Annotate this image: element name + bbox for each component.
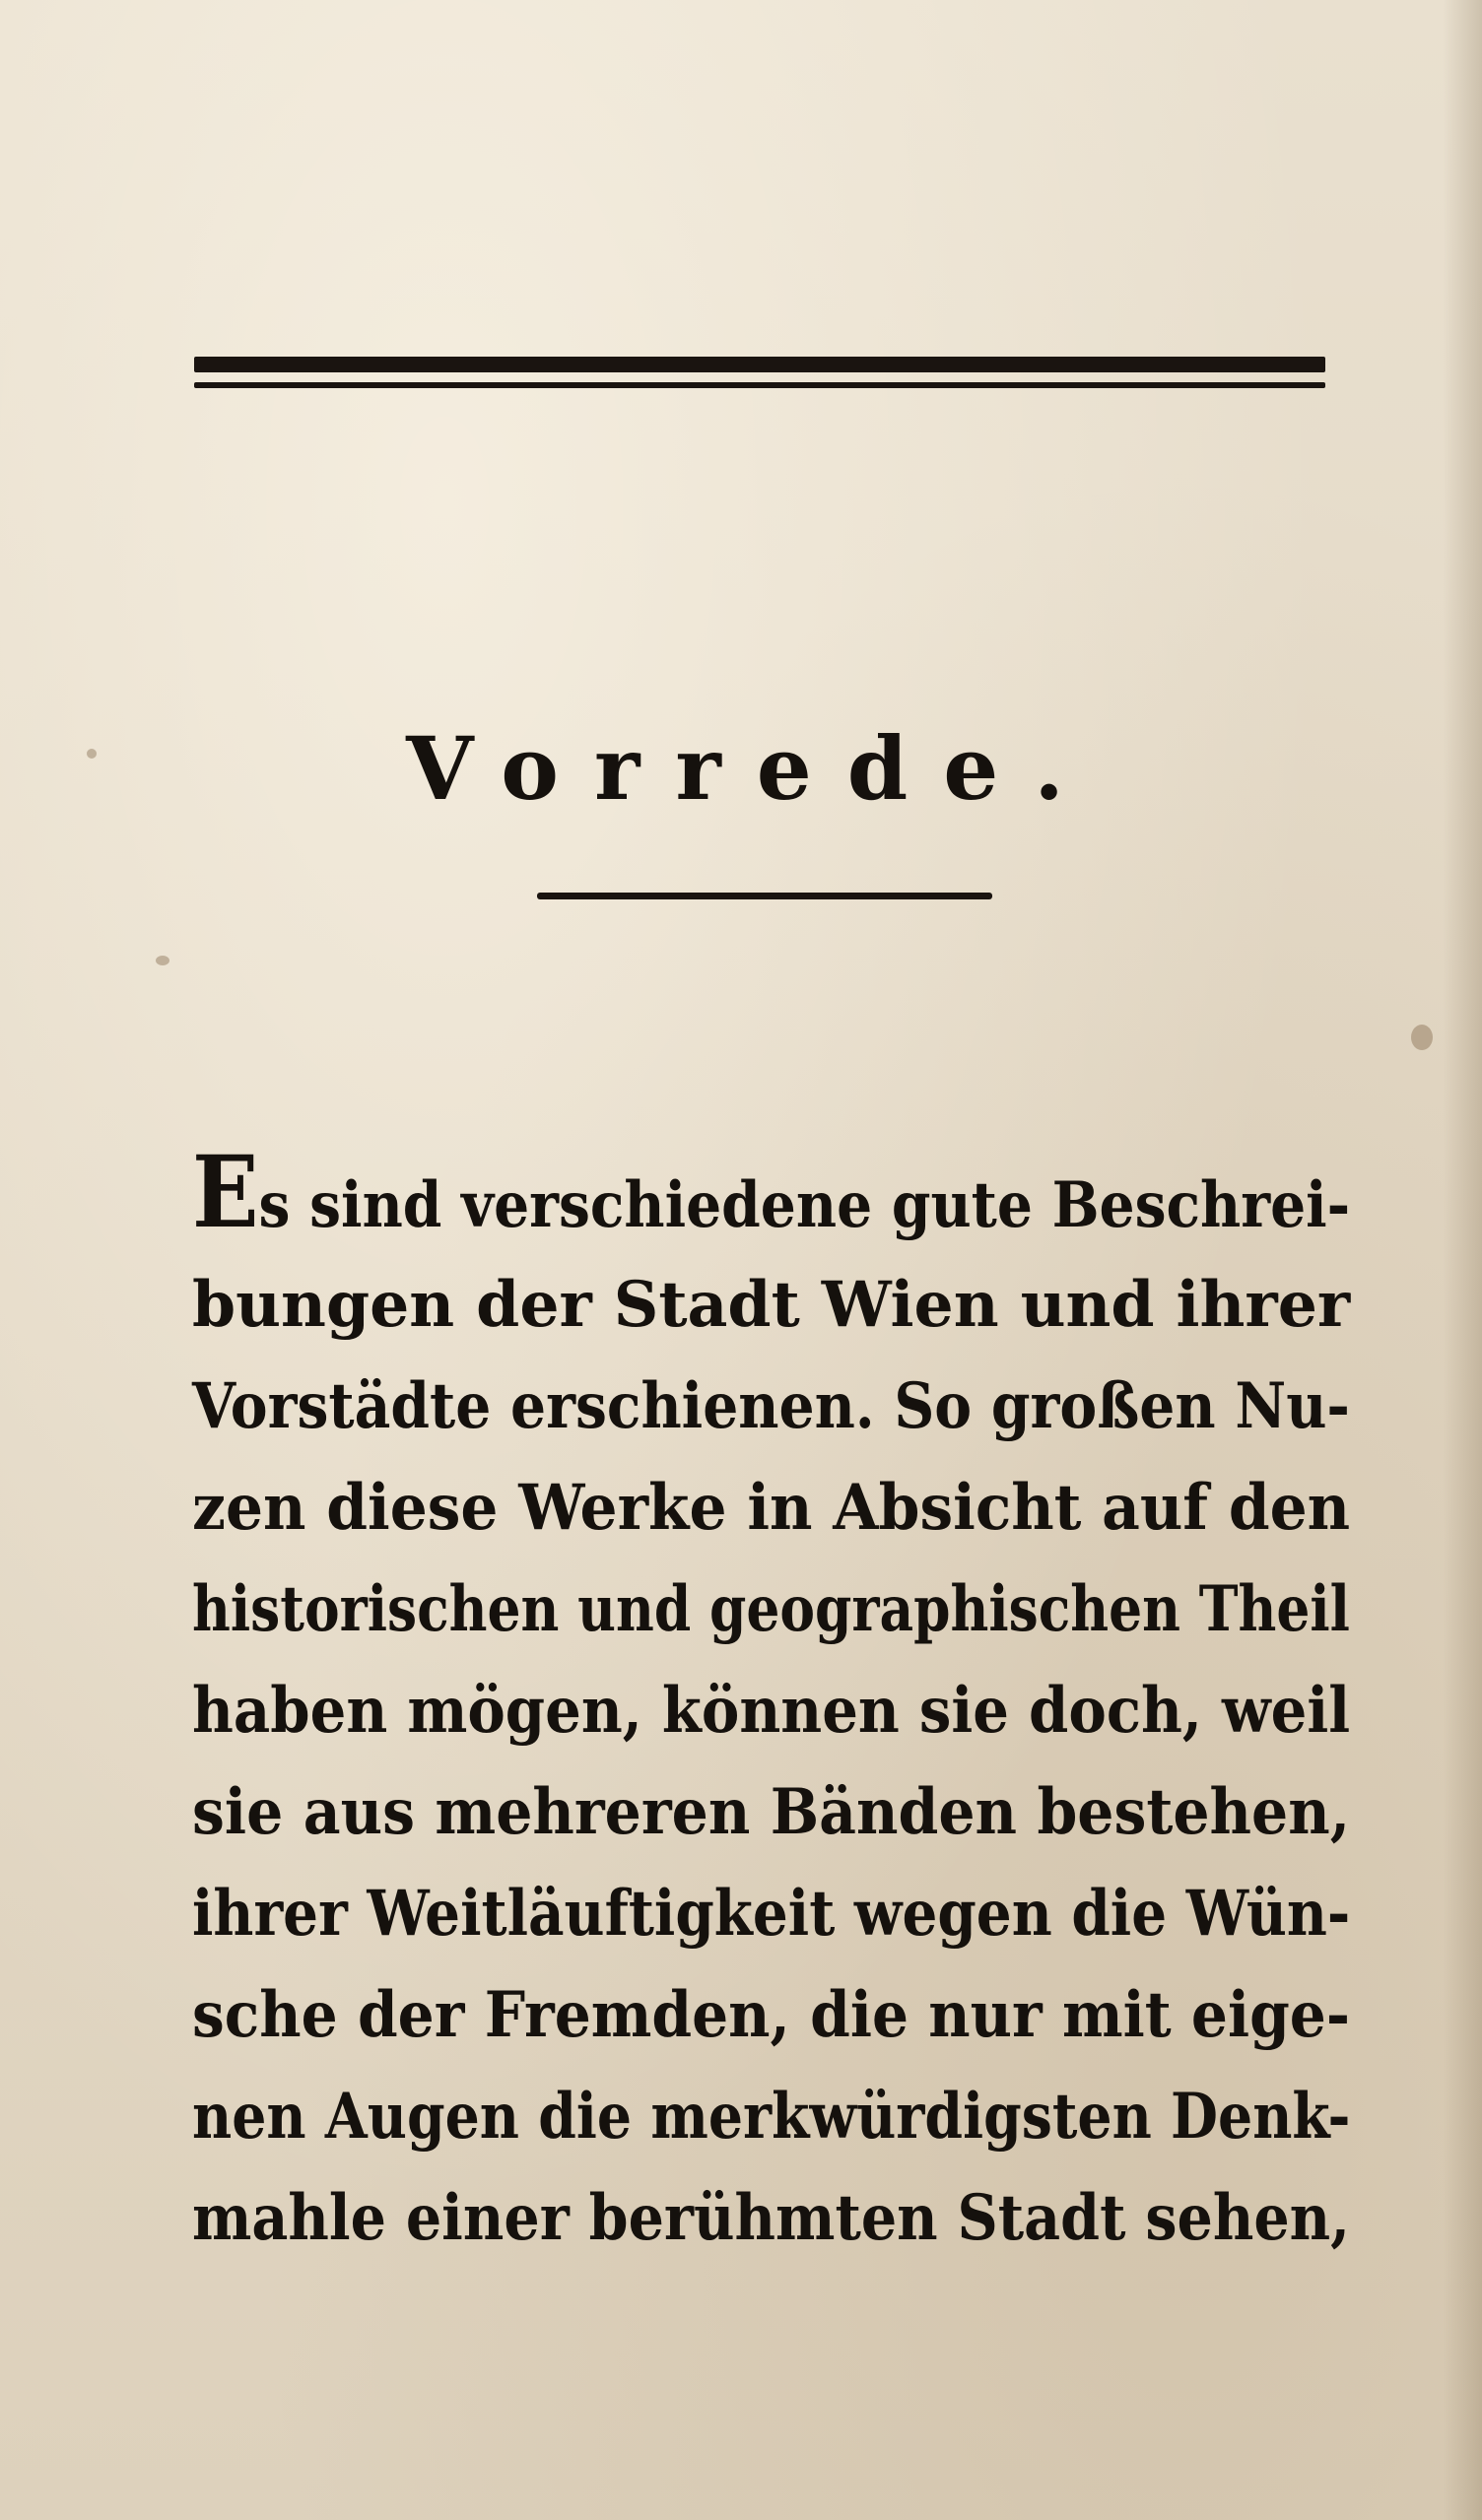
text-line-1-rest: s sind verschiedene gute Beschrei- [258,1168,1351,1242]
text-line-8: ihrer Weitläuftigkeit wegen die Wün- [192,1877,1351,1951]
text-line-2: bungen der Stadt Wien und ihrer [192,1268,1351,1342]
title-underline-rule [537,893,992,899]
text-line-3: Vorstädte erschienen. So großen Nu- [192,1369,1350,1443]
text-line-5: historischen und geographischen Theil [192,1572,1350,1646]
text-line-9: sche der Fremden, die nur mit eige- [192,1978,1351,2052]
text-line-7: sie aus mehreren Bänden bestehen, [192,1775,1351,1849]
page-title: Vorrede. [406,717,1100,820]
drop-cap: E [192,1134,259,1250]
text-line-10: nen Augen die merkwürdigsten Denk- [192,2080,1351,2154]
text-line-1 [192,1134,1351,1254]
top-rule-thick-line [194,357,1325,372]
body-paragraph [192,1134,1351,2315]
paper-stain [1411,1025,1433,1050]
paper-stain [156,956,169,965]
text-line-6: haben mögen, können sie doch, weil [192,1674,1351,1748]
top-rule-thin-line [194,382,1325,388]
text-line-11: mahle einer berühmten Stadt sehen, [192,2181,1351,2255]
top-double-rule [194,353,1325,400]
page-edge-shadow [1443,0,1482,2520]
text-line-4: zen diese Werke in Absicht auf den [192,1471,1351,1545]
